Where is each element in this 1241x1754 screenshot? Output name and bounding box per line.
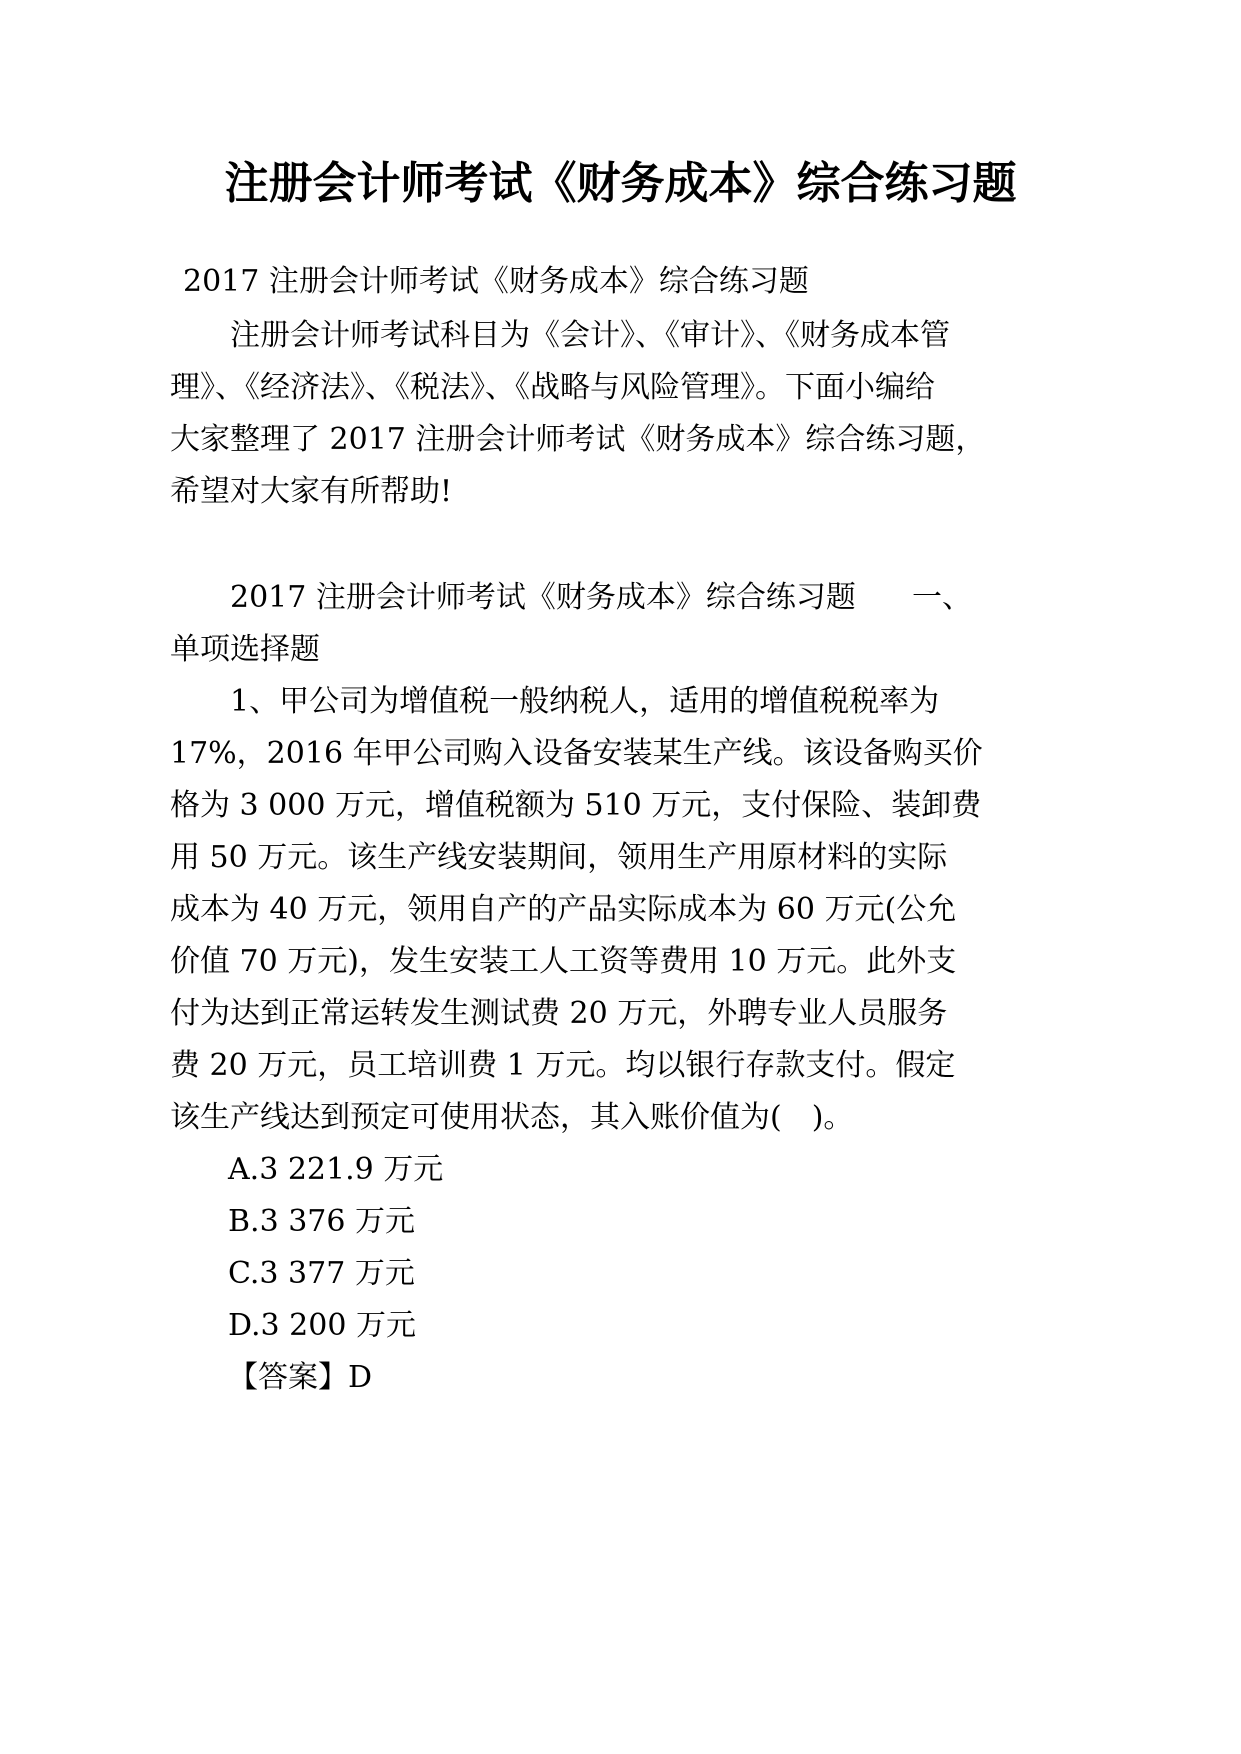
section-heading: 2017 注册会计师考试《财务成本》综合练习题 [230,580,856,615]
intro-heading: 2017 注册会计师考试《财务成本》综合练习题 [183,264,809,299]
section-subheading: 单项选择题 [170,632,320,667]
intro-paragraph-line: 注册会计师考试科目为《会计》、《审计》、《财务成本管 [230,318,950,353]
question-line: 用 50 万元。该生产线安装期间，领用生产用原材料的实际 [170,840,948,875]
question-line: 费 20 万元，员工培训费 1 万元。均以银行存款支付。假定 [170,1048,956,1083]
answer-label: 【答案】D [228,1360,373,1395]
option-d: D.3 200 万元 [228,1308,416,1343]
option-b: B.3 376 万元 [228,1204,416,1239]
question-line: 付为达到正常运转发生测试费 20 万元，外聘专业人员服务 [170,996,948,1031]
intro-paragraph-line: 希望对大家有所帮助! [170,474,453,509]
question-line: 1、甲公司为增值税一般纳税人，适用的增值税税率为 [230,684,940,719]
question-line: 该生产线达到预定可使用状态，其入账价值为( )。 [170,1100,854,1135]
intro-paragraph-line: 大家整理了 2017 注册会计师考试《财务成本》综合练习题， [170,422,986,457]
intro-paragraph-line: 理》、《经济法》、《税法》、《战略与风险管理》。下面小编给 [170,370,935,405]
option-c: C.3 377 万元 [228,1256,415,1291]
question-line: 17%，2016 年甲公司购入设备安装某生产线。该设备购买价 [170,736,983,771]
document-title: 注册会计师考试《财务成本》综合练习题 [224,158,1017,209]
question-line: 格为 3 000 万元，增值税额为 510 万元，支付保险、装卸费 [170,788,982,823]
question-line: 成本为 40 万元，领用自产的产品实际成本为 60 万元(公允 [170,892,957,927]
question-line: 价值 70 万元)，发生安装工人工资等费用 10 万元。此外支 [170,944,957,979]
section-number: 一、 [912,580,972,615]
option-a: A.3 221.9 万元 [228,1152,444,1187]
